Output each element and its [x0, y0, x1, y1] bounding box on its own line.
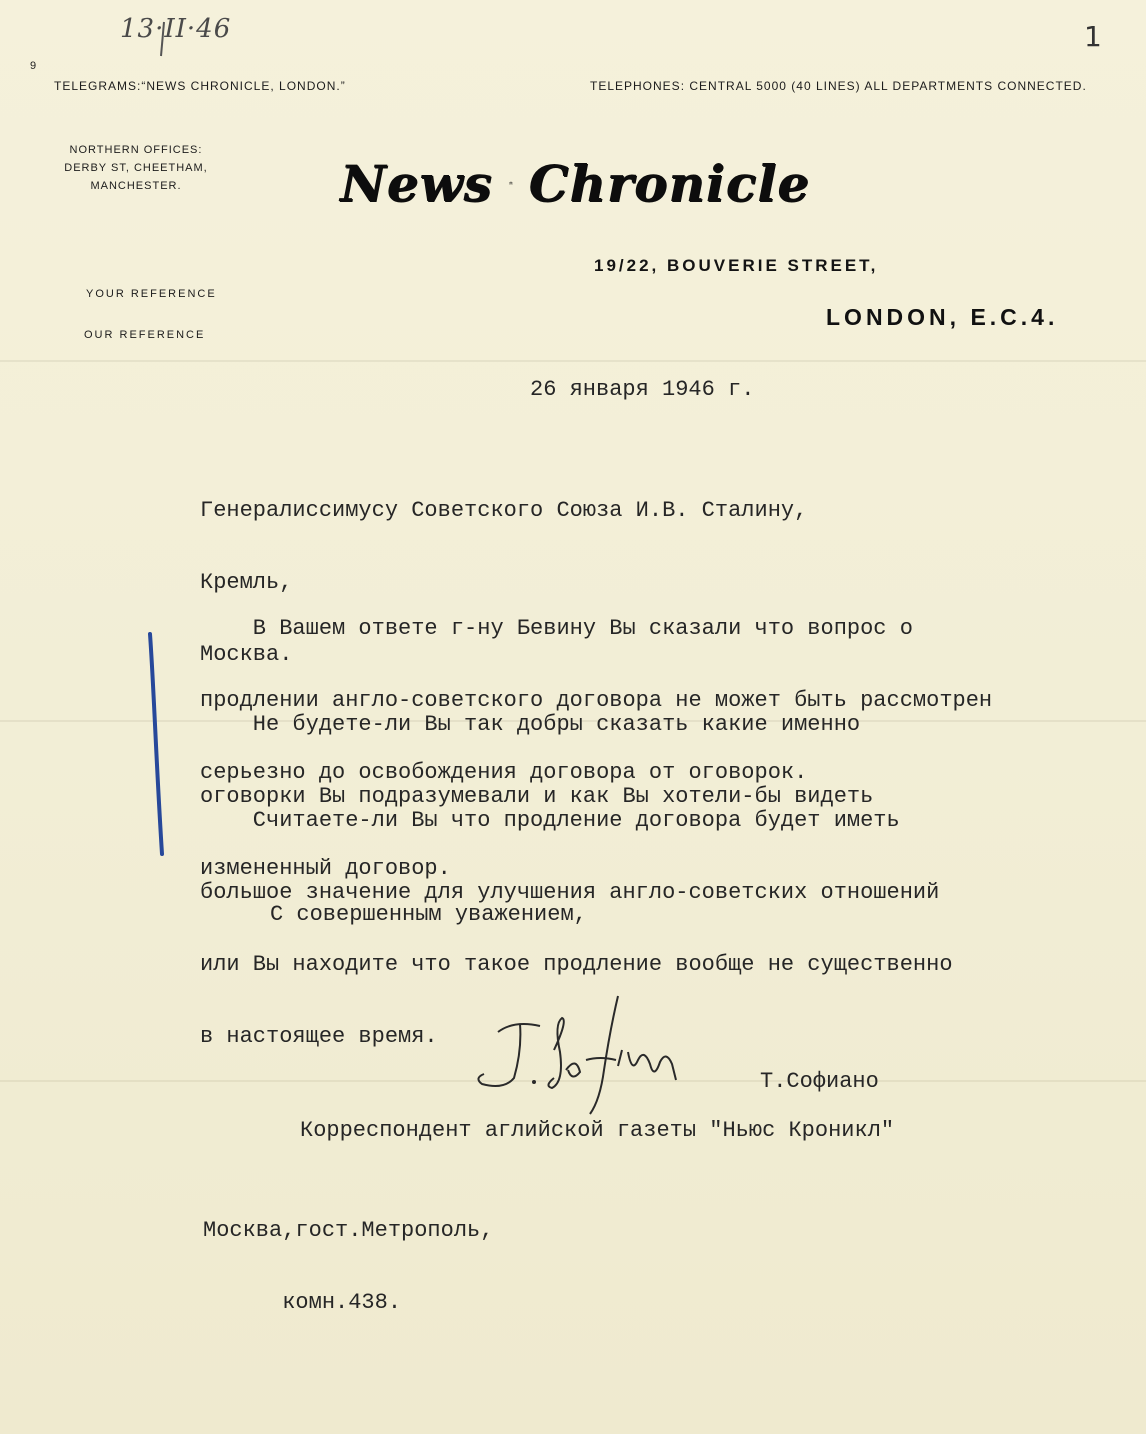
your-reference-label: YOUR REFERENCE	[86, 288, 217, 300]
our-reference-label: OUR REFERENCE	[84, 329, 206, 341]
paragraph-line: Считаете-ли Вы что продление договора будет иметь	[200, 808, 900, 833]
paragraph-line: оговорки Вы подразумевали и как Вы хотели-бы видеть	[200, 784, 874, 809]
paragraph-line: измененный договор.	[200, 856, 451, 881]
blue-pencil-margin-mark	[140, 630, 180, 860]
telephones-line: TELEPHONES: CENTRAL 5000 (40 LINES) ALL DEPARTMENTS CONNECTED.	[590, 79, 1087, 93]
paragraph-line: большое значение для улучшения англо-советских отношений	[200, 880, 940, 905]
paragraph-line: серьезно до освобождения договора от оговорок.	[200, 760, 808, 785]
paragraph-line: продлении англо-советского договора не может быть рассмотрен	[200, 688, 993, 713]
royal-crest-icon	[509, 155, 513, 211]
handwritten-date-note: 13·II·46	[120, 14, 232, 44]
northern-offices-line: NORTHERN OFFICES:	[69, 144, 203, 156]
masthead-chronicle: Chronicle	[528, 153, 810, 213]
signer-title: Корреспондент аглийской газеты "Ньюс Кроникл"	[300, 1118, 895, 1143]
sender-address	[203, 1171, 493, 1363]
corner-number: 9	[30, 60, 37, 72]
address-street: 19/22, BOUVERIE STREET,	[594, 256, 879, 275]
sender-address-line: комн.438.	[203, 1290, 402, 1315]
signer-name: Т.Софиано	[760, 1069, 879, 1094]
paragraph-line: или Вы находите что такое продление вообще не существенно	[200, 952, 953, 977]
closing-line: С совершенным уважением,	[270, 902, 587, 927]
paragraph-line: Не будете-ли Вы так добры сказать какие именно	[200, 712, 861, 737]
page-number: 1	[1084, 20, 1102, 53]
northern-offices	[46, 141, 226, 195]
northern-offices-line: MANCHESTER.	[90, 180, 182, 192]
paragraph-line: в настоящее время.	[200, 1024, 438, 1049]
masthead-news: News	[340, 153, 493, 213]
sender-address-line: Москва,гост.Метрополь,	[203, 1218, 494, 1243]
recipient-line: Кремль,	[200, 570, 293, 595]
northern-offices-line: DERBY ST, CHEETHAM,	[64, 162, 208, 174]
recipient-line: Москва.	[200, 642, 293, 667]
recipient-line: Генералиссимусу Советского Союза И.В. Сталину,	[200, 498, 808, 523]
paper-fold	[0, 360, 1146, 362]
handwritten-signature	[468, 990, 688, 1120]
paragraph-line: В Вашем ответе г-ну Бевину Вы сказали что вопрос о	[200, 616, 913, 641]
telegrams-line: TELEGRAMS:“NEWS CHRONICLE, LONDON.”	[54, 79, 346, 93]
address-city: LONDON, E.C.4.	[826, 304, 1059, 330]
pen-tick-mark	[158, 20, 168, 60]
letter-date: 26 января 1946 г.	[530, 377, 755, 402]
masthead	[340, 148, 810, 218]
